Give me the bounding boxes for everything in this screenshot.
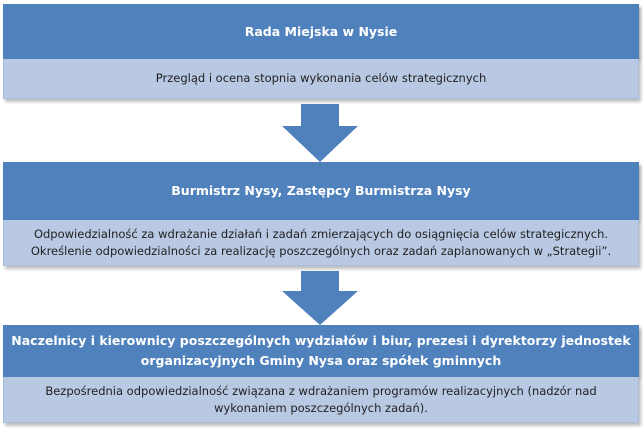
down-arrow-icon (282, 271, 358, 325)
managers-header-text (11, 331, 630, 371)
managers-header (3, 325, 639, 377)
mayor-header (3, 162, 639, 220)
mayor-description-line-2: Określenie odpowiedzialności za realizację poszczególnych oraz zadań zaplanowanych w „Strategii”. (30, 243, 612, 258)
mayor-description-text (31, 226, 611, 260)
mayor-description (3, 220, 639, 266)
council-header (3, 4, 639, 59)
managers-description-line-2: wykonaniem poszczególnych zadań). (214, 400, 428, 415)
managers-header-line-2: organizacyjnych Gminy Nysa oraz spółek gminnych (140, 353, 502, 368)
mayor-description-line-1: Odpowiedzialność za wdrażanie działań i zadań zmierzających do osiągnięcia celów strategicznych. (33, 226, 609, 241)
mayor-header-text: Burmistrz Nysy, Zastępcy Burmistrza Nysy (171, 183, 471, 198)
council-header-text: Rada Miejska w Nysie (244, 23, 398, 39)
managers-description (3, 377, 639, 423)
down-arrow-icon (282, 104, 358, 162)
managers-header-line-1: Naczelnicy i kierownicy poszczególnych wydziałów i biur, prezesi i dyrektorzy jednostek (11, 333, 631, 348)
council-description (3, 59, 639, 99)
managers-description-text (45, 383, 596, 417)
council-description-line: Przegląd i ocena stopnia wykonania celów strategicznych (155, 71, 487, 85)
managers-description-line-1: Bezpośrednia odpowiedzialność związana z wdrażaniem programów realizacyjnych (nadzór nad (45, 383, 597, 398)
